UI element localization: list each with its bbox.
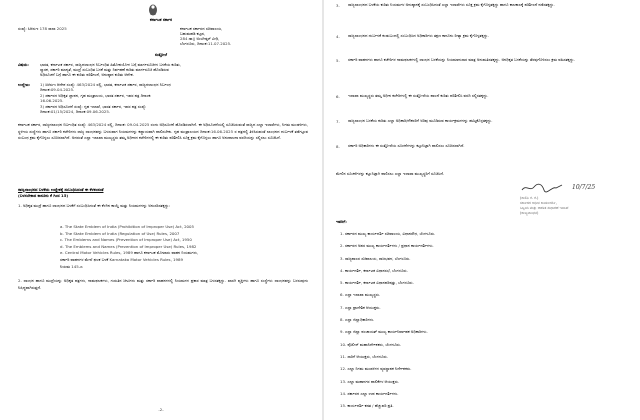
act-item: d. The Emblems and Names (Prevention of Improper Use) Rules, 1982: [60, 243, 197, 249]
subject-line-3: ಅಧಿಸೂಚನೆ ಬಗ್ಗೆ ಹಾಗೂ ಈ ಕುರಿತು ಪರಿಶೀಲನೆ, ಅನುಷ್ಠಾನ ಕುರಿತು ಆದೇಶ.: [40, 73, 135, 77]
recipient-item: 7. ಎಲ್ಲಾ ಪ್ರಾದೇಶಿಕ ಆಯುಕ್ತರು.: [340, 304, 381, 310]
recipient-item: 6. ಎಲ್ಲಾ ಇಲಾಖಾ ಮುಖ್ಯಸ್ಥರು.: [340, 292, 381, 298]
recipient-item: 2. ಸರ್ಕಾರದ ಅಪರ ಮುಖ್ಯ ಕಾರ್ಯದರ್ಶಿಗಳು / ಪ್ರಧಾನ ಕಾರ್ಯದರ್ಶಿಗಳು.: [340, 243, 434, 249]
acts-list: [60, 224, 308, 270]
reference-line-2: ದಿನಾಂಕ:09.04.2025.: [40, 88, 75, 92]
signatory-line-4: (ರಾಜ್ಯಲಾಂಛನ): [520, 211, 539, 215]
point-number: 8.: [336, 145, 340, 149]
reference-line-1: 1) ಸಿಆಸುಇ ಆದೇಶ ಸಂಖ್ಯೆ: 463/2024 ರಲ್ಲಿ, ಭಾರತ, ಕರ್ನಾಟಕ ಸರ್ಕಾರ, ರಾಜ್ಯದಲಾಂಛನ ನಿರ್ಬಂಧ: [40, 83, 171, 87]
act-item: b. The State Emblem of India (Regulation of Use) Rules, 2007: [60, 230, 180, 236]
signature-date: 10/7/25: [572, 184, 596, 191]
signature-scribble: [520, 182, 564, 194]
subject-line-2: ಸ್ಮಾರಕ, ಸರ್ಕಾರಿ ಮಾನ್ಯತೆ, ಮುದ್ರೆ ಸಂಬಂಧಿತ ಬಳಕೆ ಮತ್ತು ನಿರ್ವಹಣೆ ಕುರಿತು ಮಾರ್ಗಸೂಚಿ ಹೊರಡಿಸುವ: [40, 68, 169, 72]
point-number: 6.: [336, 95, 340, 99]
act-item: ನಿಯಮ 145-ಎ: [60, 263, 83, 269]
signatory-line-3: ಸಿಬ್ಬಂದಿ ಮತ್ತು ಆಡಳಿತ ಸುಧಾರಣೆ ಇಲಾಖೆ: [520, 206, 569, 210]
page-right: [324, 0, 640, 420]
point-text: ರಾಜ್ಯಲಾಂಛನ ಬಳಕೆಯ ಕುರಿತು ಎಲ್ಲಾ ಅಧಿಕಾರಿ/ನೌಕರರಿಗೆ ಅರಿವು ಮೂಡಿಸುವ ಕಾರ್ಯಕ್ರಮಗಳನ್ನು ಹಮ್ಮಿಕೊಳ್ಳತಕ್ಕದ್ದು.: [348, 118, 493, 123]
address-line-2: ಬಹುಮಹಡಿ ಕಟ್ಟಡ,: [180, 32, 205, 36]
signatory-line-2: ಸರ್ಕಾರದ ಅಧೀನ ಕಾರ್ಯದರ್ಶಿ,: [520, 201, 557, 205]
reference-line-3: 2) ಸರ್ಕಾರದ ಅಧಿಕೃತ ಜ್ಞಾಪನ, ಗೃಹ ಮಂತ್ರಾಲಯ, ಭಾರತ ಸರ್ಕಾರ, ಇವರ ಪತ್ರ ದಿನಾಂಕ:: [40, 94, 152, 98]
header-title: ಕರ್ನಾಟಕ ಸರ್ಕಾರ: [149, 18, 173, 22]
point-text: ಸರ್ಕಾರಿ ವಾಹನಗಳು ಹಾಗೂ ಕಚೇರಿಗಳ ನಾಮಫಲಕಗಳಲ್ಲಿ ಲಾಂಛನ ಬಳಕೆಯನ್ನು ನಿಯಮಾನುಸಾರ ಮಾತ್ರ ಅನುಮತಿಸತಕ್ಕದ್ದು. ಅನಧಿಕೃತ ಬಳಕೆಯನ್ನು ತೆರವುಗೊಳಿಸಲು ಕ್ರಮ ವಹಿಸತಕ್ಕದ್ದು.: [348, 57, 576, 62]
point-number: 5.: [336, 59, 340, 63]
recipient-item: 4. ಕಾರ್ಯದರ್ಶಿ, ಕರ್ನಾಟಕ ವಿಧಾನಸಭೆ, ಬೆಂಗಳೂರು.: [340, 267, 408, 273]
point-text: ಸರ್ಕಾರಿ ಅಧಿಕಾರಿಗಳು ಈ ಸುತ್ತೋಲೆಯ ಸೂಚನೆಗಳನ್ನು ಕಟ್ಟುನಿಟ್ಟಾಗಿ ಪಾಲಿಸಲು ಸೂಚಿಸಲಾಗಿದೆ.: [348, 143, 465, 148]
recipient-item: 3. ರಾಜ್ಯಪಾಲರ ಸಚಿವಾಲಯ, ರಾಜಭವನ, ಬೆಂಗಳೂರು.: [340, 255, 411, 261]
state-emblem-icon: [146, 3, 160, 17]
rule-paragraph-2: 2. ಲಾಂಛನ ಹಾಗೂ ಮುದ್ರೆಯನ್ನು ಅಧಿಕೃತ ಪತ್ರಗಳು, ನಾಮಫಲಕಗಳು, ಗುರುತಿನ ಚೀಟಿಗಳು ಮತ್ತು ಸರ್ಕಾರಿ ವಾಹನಗಳಲ್ಲಿ ನಿಯಮಗಳ ಪ್ರಕಾರ ಮಾತ್ರ ಬಳಸತಕ್ಕದ್ದು. ಖಾಸಗಿ ವ್ಯಕ್ತಿಗಳು ಹಾಗೂ ಸಂಸ್ಥೆಗಳು ಲಾಂಛನವನ್ನು ಬಳಸುವುದು ನಿಷಿದ್ಧವಾಗಿರುತ್ತದೆ.: [18, 278, 308, 290]
reference-line-4: 16.06.2025.: [40, 99, 64, 103]
point-text: ಇಲಾಖಾ ಮುಖ್ಯಸ್ಥರು ತಮ್ಮ ಅಧೀನ ಕಚೇರಿಗಳಲ್ಲಿ ಈ ಸುತ್ತೋಲೆಯ ಪಾಲನೆ ಕುರಿತು ಪರಿಶೀಲಿಸಿ ವರದಿ ಸಲ್ಲಿಸತಕ್ಕದ್ದು.: [348, 93, 489, 98]
order-number: ಸಂಖ್ಯೆ: ಸಿಆಸುಇ 178 ರಾಲಾ 2025: [18, 27, 67, 31]
recipient-item: 9. ಎಲ್ಲಾ ಜಿಲ್ಲಾ ಪಂಚಾಯತ್ ಮುಖ್ಯ ಕಾರ್ಯನಿರ್ವಾಹಕ ಅಧಿಕಾರಿಗಳು.: [340, 329, 428, 335]
rules-heading: ರಾಜ್ಯಲಾಂಛನದ ಬಳಕೆಯ ಉದ್ದೇಶಕ್ಕೆ ಸಂಬಂಧಿಸಿದಂತೆ ಈ ಕೆಳಕಂಡಂತೆ: [18, 188, 104, 192]
recipient-item: 13. ಎಲ್ಲಾ ಮಹಾನಗರ ಪಾಲಿಕೆಗಳ ಆಯುಕ್ತರು.: [340, 378, 400, 384]
address-line-4: ಬೆಂಗಳೂರು, ದಿನಾಂಕ:11.07.2025.: [180, 42, 232, 46]
body-paragraph: ಕರ್ನಾಟಕ ಸರ್ಕಾರ, ರಾಜ್ಯದಲಾಂಛನ ನಿರ್ಬಂಧಿತ ಸಂಖ್ಯೆ: 463/2024 ರಲ್ಲಿ, ದಿನಾಂಕ: 09.04.2025 ರಂದು ಅಧಿಸೂಚನೆ ಹೊರಡಿಸಲಾಗಿದೆ. ಈ ಅಧಿಸೂಚನೆಯಲ್ಲಿ ಸೂಚಿಸಿರುವಂತೆ ರಾಜ್ಯದ ಎಲ್ಲಾ ಇಲಾಖೆಗಳು, ನಿಗಮ ಮಂಡಳಿಗಳು, ಸ್ಥಳೀಯ ಸಂಸ್ಥೆಗಳು ಹಾಗೂ ಸರ್ಕಾರಿ ಕಚೇರಿಗಳು ರಾಜ್ಯ ಲಾಂಛನವನ್ನು ಬಳಸುವಾಗ ನಿಯಮಗಳನ್ನು ಕಡ್ಡಾಯವಾಗಿ ಪಾಲಿಸಬೇಕು. ಗೃಹ ಮಂತ್ರಾಲಯದ ದಿನಾಂಕ:16.06.2025 ರ ಪತ್ರದಲ್ಲಿ ತಿಳಿಸಿರುವಂತೆ ಲಾಂಛನದ ದುರ್ಬಳಕೆ ತಡೆಗಟ್ಟುವ ಸಂಬಂಧ ಕ್ರಮ ಕೈಗೊಳ್ಳಲು ಸೂಚಿಸಲಾಗಿದೆ. ಅದರಂತೆ ಎಲ್ಲಾ ಇಲಾಖಾ ಮುಖ್ಯಸ್ಥರು ತಮ್ಮ ಅಧೀನದ ಕಚೇರಿಗಳಲ್ಲಿ ಈ ಕುರಿತು ಪರಿಶೀಲಿಸಿ ಸೂಕ್ತ ಕ್ರಮ ಕೈಗೊಳ್ಳಲು ಹಾಗೂ ಅನುಪಾಲನಾ ವರದಿಯನ್ನು ಸಲ್ಲಿಸಲು ಸೂಚಿಸಿದೆ.: [18, 122, 308, 141]
address-line-3: 284 ಡಾ|| ಅಂಬೇಡ್ಕರ್ ವೀಧಿ,: [180, 37, 220, 41]
rule-paragraph-1: 1. ಅಧಿಕೃತ ಮುದ್ರೆ ಹಾಗೂ ಲಾಂಛನದ ಬಳಕೆಗೆ ಸಂಬಂಧಿಸಿದಂತೆ ಈ ಕೆಳಗಿನ ಕಾಯ್ದೆ ಮತ್ತು ನಿಯಮಗಳನ್ನು ಅನುಸರಿಸತಕ್ಕದ್ದು:: [18, 203, 170, 208]
point-number: 4.: [336, 35, 340, 39]
reference-line-5: 3) ಸರ್ಕಾರದ ಅಧಿಸೂಚನೆ ಸಂಖ್ಯೆ: ಗೃಹ ಇಲಾಖೆ, ಭಾರತ ಸರ್ಕಾರ, ಇವರ ಪತ್ರ ಸಂಖ್ಯೆ:: [40, 105, 147, 109]
subject-line-1: ಭಾರತ, ಕರ್ನಾಟಕ ಸರ್ಕಾರ, ರಾಜ್ಯದಲಾಂಛನ ನಿರ್ಬಂಧಿತ ಹಿತೋಪಯೋಗ ಬಗ್ಗೆ ಮಾರ್ಗಸೂಚಿಗಳ ಬಳಕೆಯ ಕುರಿತು,: [40, 63, 181, 67]
act-item: e. Central Motor Vehicles Rules, 1989 ಹಾಗೂ ಕರ್ನಾಟಕ ಮೋಟಾರು ವಾಹನ ನಿಯಮಗಳು,: [60, 250, 199, 256]
recipient-item: 12. ಎಲ್ಲಾ ನಿಗಮ ಮಂಡಳಿಗಳ ವ್ಯವಸ್ಥಾಪಕ ನಿರ್ದೇಶಕರು.: [340, 366, 412, 372]
reference-label: ಉಲ್ಲೇಖ:: [18, 83, 31, 87]
page-number: -2-: [158, 408, 164, 412]
recipient-item: 1. ಸರ್ಕಾರದ ಮುಖ್ಯ ಕಾರ್ಯದರ್ಶಿ ಸಚಿವಾಲಯ, ವಿಧಾನಸೌಧ, ಬೆಂಗಳೂರು.: [340, 231, 436, 236]
signatory-line-1: (ಶಾಲಿನಿ ಕೆ. ಕೆ.): [520, 196, 539, 200]
point-text: ರಾಜ್ಯಲಾಂಛನದ ಬಳಕೆಯ ಕುರಿತು ನಿಯಮಗಳ ಅನುಷ್ಠಾನಕ್ಕೆ ಸಂಬಂಧಿಸಿದಂತೆ ಎಲ್ಲಾ ಇಲಾಖೆಗಳು ಸೂಕ್ತ ಕ್ರಮ ಕೈಗೊಳ್ಳತಕ್ಕದ್ದು ಹಾಗೂ ಕಾಲಕಾಲಕ್ಕೆ ಪರಿಶೀಲನೆ ನಡೆಸತಕ್ಕದ್ದು.: [348, 2, 555, 7]
recipient-item: 5. ಕಾರ್ಯದರ್ಶಿ, ಕರ್ನಾಟಕ ವಿಧಾನಪರಿಷತ್ತು, ಬೆಂಗಳೂರು.: [340, 280, 414, 286]
reference-line-6: ದಿನಾಂಕ:01/15/2024, ದಿನಾಂಕ:09.06.2025.: [40, 110, 111, 114]
recipient-item: 11. ಸಾರಿಗೆ ಆಯುಕ್ತರು, ಬೆಂಗಳೂರು.: [340, 353, 389, 359]
recipient-item: 8. ಎಲ್ಲಾ ಜಿಲ್ಲಾಧಿಕಾರಿಗಳು.: [340, 317, 375, 323]
recipient-item: 15. ಕಾರ್ಯದರ್ಶಿ ಕಡತ / ಹೆಚ್ಚುವರಿ ಪ್ರತಿ.: [340, 403, 394, 409]
recipients-list: [340, 228, 630, 412]
rules-subheading: (ಬಳಸಬೇಕಾದ ಕಾನೂನು ಕೆ ಗಿಂದ 15): [18, 194, 69, 198]
point-number: 7.: [336, 120, 340, 124]
point-text: ರಾಜ್ಯಲಾಂಛನದ ದುರ್ಬಳಕೆ ಕಂಡುಬಂದಲ್ಲಿ ಸಂಬಂಧಿಸಿದ ಅಧಿಕಾರಿಗಳು ತಕ್ಷಣ ಕಾನೂನು ರೀತ್ಯಾ ಕ್ರಮ ಕೈಗೊಳ್ಳತಕ್ಕದ್ದು.: [348, 33, 489, 38]
closing-line: ಮೇಲಿನ ಸೂಚನೆಗಳನ್ನು ಕಟ್ಟುನಿಟ್ಟಾಗಿ ಪಾಲಿಸಲು ಎಲ್ಲಾ ಇಲಾಖಾ ಮುಖ್ಯಸ್ಥರಿಗೆ ಸೂಚಿಸಿದೆ.: [336, 172, 445, 176]
circular-heading: ಸುತ್ತೋಲೆ: [154, 53, 168, 57]
subject-label: ವಿಷಯ:: [18, 63, 29, 67]
act-item: c. The Emblems and Names (Prevention of Improper Use) Act, 1950: [60, 237, 192, 243]
act-item: a. The State Emblem of India (Prohibition of Improper Use) Act, 2005: [60, 224, 194, 229]
recipient-item: 14. ಸರ್ಕಾರದ ಎಲ್ಲಾ ಉಪ ಕಾರ್ಯದರ್ಶಿಗಳು.: [340, 390, 399, 396]
act-item: ಸರ್ಕಾರಿ ವಾಹನಗಳ ಮೇಲೆ ಫಲಕ ಬಳಕೆ Karnataka Motor Vehicles Rules, 1989: [60, 256, 183, 262]
recipient-item: 10. ಪೊಲೀಸ್ ಮಹಾನಿರ್ದೇಶಕರು, ಬೆಂಗಳೂರು.: [340, 341, 402, 347]
point-number: 3.: [336, 4, 340, 8]
address-line-1: ಕರ್ನಾಟಕ ಸರ್ಕಾರದ ಸಚಿವಾಲಯ,: [180, 27, 223, 31]
recipients-label: ಇವರಿಗೆ:: [336, 220, 347, 224]
